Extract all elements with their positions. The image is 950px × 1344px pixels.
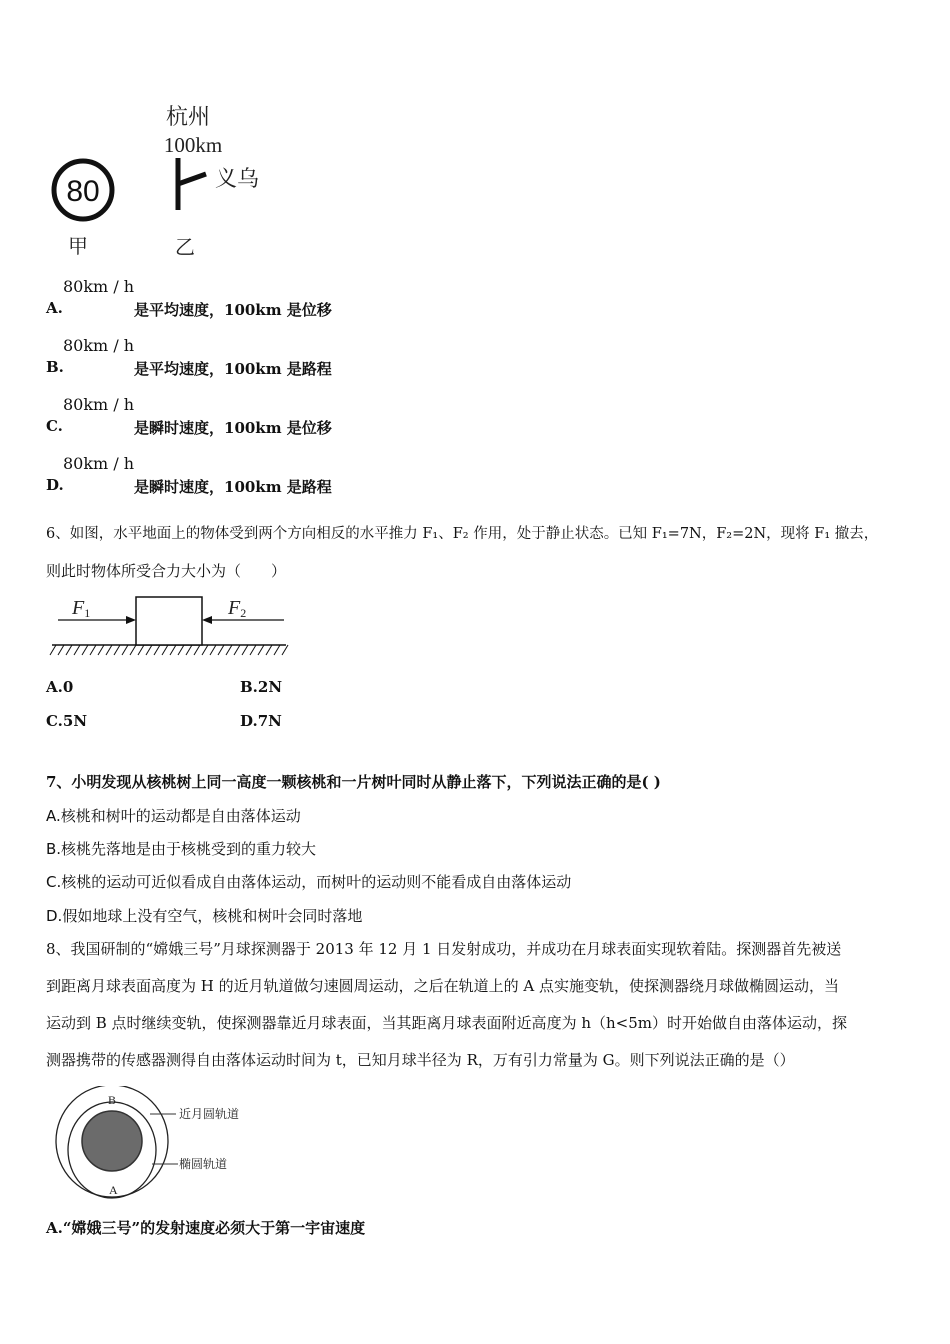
q5-option-c-frac: 80km / h bbox=[63, 395, 135, 414]
q5-option-c-text: 是瞬时速度，100km 是位移 bbox=[134, 419, 332, 437]
q5-option-b-letter: B. bbox=[46, 358, 64, 376]
q5-option-a-text: 是平均速度，100km 是位移 bbox=[134, 301, 332, 319]
near-orbit-label: 近月圆轨道 bbox=[179, 1107, 240, 1121]
q6-stem-line1: 6、如图，水平地面上的物体受到两个方向相反的水平推力 F₁、F₂ 作用，处于静止状态。已知 F₁=7N，F₂=2N，现将 F₁ 撤去， bbox=[46, 526, 879, 542]
f2-label-letter: F bbox=[228, 597, 241, 619]
sign-yi-distance: 100km bbox=[163, 133, 223, 157]
sign-yi-caption: 乙 bbox=[175, 235, 195, 259]
q6-stem-line2: 则此时物体所受合力大小为（ ） bbox=[46, 562, 287, 580]
f1-label-sub: 1 bbox=[84, 606, 91, 620]
f1-label bbox=[71, 597, 90, 620]
q7-option-d: D.假如地球上没有空气，核桃和树叶会同时落地 bbox=[46, 907, 363, 925]
ground-hatching bbox=[50, 645, 288, 655]
q7-stem: 7、小明发现从核桃树上同一高度一颗核桃和一片树叶同时从静止落下，下列说法正确的是( ) bbox=[46, 773, 661, 791]
q5-option-b-frac: 80km / h bbox=[63, 336, 135, 355]
sign-yi-city: 杭州 bbox=[165, 105, 211, 130]
q5-option-a-letter: A. bbox=[46, 299, 63, 317]
block bbox=[136, 597, 202, 645]
road-signs-figure bbox=[40, 100, 280, 270]
q5-option-c-letter: C. bbox=[46, 417, 63, 435]
ellipse-orbit-label: 椭圆轨道 bbox=[179, 1157, 228, 1171]
f1-label-letter: F bbox=[72, 597, 85, 619]
q7-option-b: B.核桃先落地是由于核桃受到的重力较大 bbox=[46, 840, 317, 858]
q5-option-d-letter: D. bbox=[46, 476, 64, 494]
q6-force-figure bbox=[46, 592, 296, 662]
point-a-label: A bbox=[109, 1183, 118, 1197]
q8-orbit-figure bbox=[48, 1086, 263, 1206]
sign-yi-branch: 义乌 bbox=[214, 167, 260, 192]
f1-arrow-head bbox=[126, 616, 136, 624]
q5-option-b-text: 是平均速度，100km 是路程 bbox=[134, 360, 332, 378]
q5-option-d-frac: 80km / h bbox=[63, 454, 135, 473]
q8-stem-line1: 8、我国研制的“嫦娥三号”月球探测器于 2013 年 12 月 1 日发射成功，并成功在月球表面实现软着陆。探测器首先被送 bbox=[46, 940, 842, 958]
q5-option-a-frac: 80km / h bbox=[63, 277, 135, 296]
q5-option-d-text: 是瞬时速度，100km 是路程 bbox=[134, 478, 332, 496]
f2-label bbox=[227, 597, 246, 620]
q8-stem-line2: 到距离月球表面高度为 H 的近月轨道做匀速圆周运动，之后在轨道上的 A 点实施变轨，使探测器绕月球做椭圆运动，当 bbox=[46, 977, 839, 995]
q5-option-b bbox=[46, 336, 332, 378]
q5-option-a bbox=[46, 277, 332, 319]
point-b-label: B bbox=[108, 1093, 117, 1107]
q5-option-d bbox=[46, 454, 332, 496]
q8-stem-line4: 测器携带的传感器测得自由落体运动时间为 t，已知月球半径为 R，万有引力常量为 G。则下列说法正确的是（） bbox=[46, 1051, 795, 1069]
route-arrow-branch bbox=[178, 174, 206, 184]
q5-option-c bbox=[46, 395, 332, 437]
q6-option-a: A.0 bbox=[46, 678, 74, 696]
moon bbox=[82, 1111, 142, 1171]
q7-option-a: A.核桃和树叶的运动都是自由落体运动 bbox=[46, 807, 301, 825]
q6-option-c: C.5N bbox=[46, 712, 88, 730]
q6-option-d: D.7N bbox=[240, 712, 282, 730]
sign-jia-caption: 甲 bbox=[68, 234, 88, 258]
q8-stem-line3: 运动到 B 点时继续变轨，使探测器靠近月球表面，当其距离月球表面附近高度为 h（h<5m）时开始做自由落体运动，探 bbox=[46, 1014, 847, 1032]
q8-option-a: A.“嫦娥三号”的发射速度必须大于第一宇宙速度 bbox=[46, 1219, 366, 1237]
speed-limit-value: 80 bbox=[66, 175, 100, 208]
f2-arrow-head bbox=[202, 616, 212, 624]
q7-option-c: C.核桃的运动可近似看成自由落体运动，而树叶的运动则不能看成自由落体运动 bbox=[46, 873, 572, 891]
q6-option-b: B.2N bbox=[240, 678, 283, 696]
f2-label-sub: 2 bbox=[240, 606, 247, 620]
